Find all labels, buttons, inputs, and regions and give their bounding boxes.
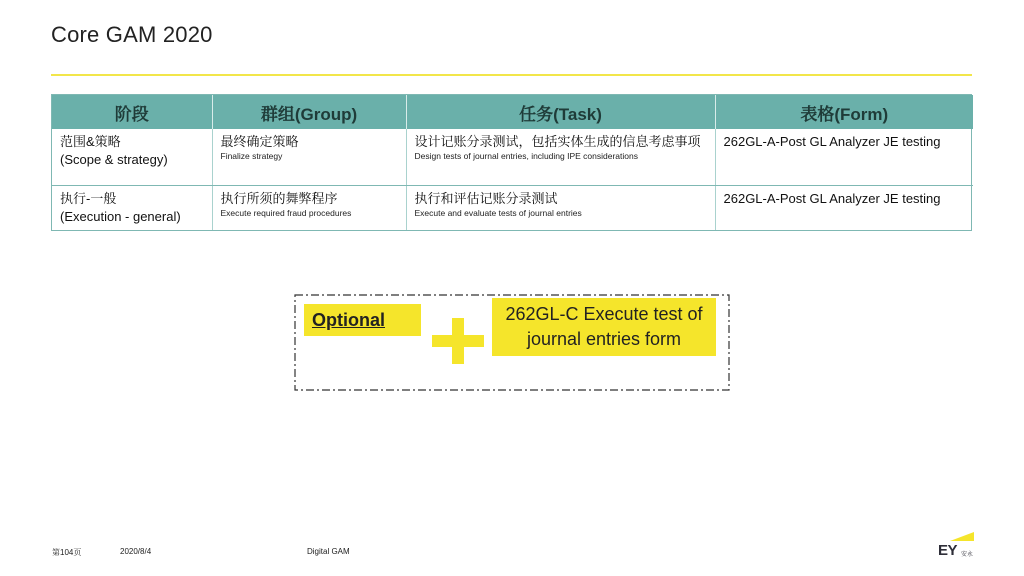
form-name: 262GL-A-Post GL Analyzer JE testing (723, 190, 941, 206)
header-stage: 阶段 (52, 95, 212, 129)
footer-page-number: 第104页 (52, 548, 82, 557)
group-cell (212, 185, 406, 230)
task-cell (406, 185, 715, 230)
ey-logo-text: EY (938, 542, 958, 559)
footer-date: 2020/8/4 (120, 547, 152, 556)
optional-form-line1: 262GL-C Execute test of (505, 304, 703, 324)
table-row (52, 129, 973, 185)
form-name: 262GL-A-Post GL Analyzer JE testing (723, 134, 941, 149)
group-en: Execute required fraud procedures (220, 207, 352, 218)
table-row (52, 185, 973, 230)
task-cell (406, 129, 715, 185)
task-en: Execute and evaluate tests of journal entries (414, 207, 582, 218)
group-en: Finalize strategy (220, 151, 283, 161)
slide-title: Core GAM 2020 (51, 22, 213, 47)
plus-icon (432, 318, 484, 364)
group-cn: 执行所须的舞弊程序 (220, 190, 338, 206)
ey-logo (938, 530, 974, 560)
optional-form-label (492, 298, 716, 356)
ey-logo-cn: 安永 (961, 552, 974, 558)
title-divider (51, 74, 972, 76)
task-cn: 设计记账分录测试，包括实体生成的信息考虑事项 (414, 134, 701, 149)
optional-form-line2: journal entries form (526, 329, 682, 349)
optional-label: Optional (304, 304, 421, 336)
footer-document-name: Digital GAM (307, 547, 350, 556)
group-cell (212, 129, 406, 185)
table-header-row (52, 95, 973, 129)
process-table (51, 94, 972, 231)
header-form: 表格(Form) (715, 95, 973, 129)
form-cell (715, 185, 973, 230)
form-cell (715, 129, 973, 185)
group-cn: 最终确定策略 (220, 134, 299, 149)
header-group: 群组(Group) (212, 95, 406, 129)
stage-en: (Execution - general) (60, 208, 181, 224)
ey-beam-icon (950, 532, 974, 541)
header-task: 任务(Task) (406, 95, 715, 129)
stage-en: (Scope & strategy) (60, 152, 168, 167)
stage-cell (52, 129, 212, 185)
stage-cn: 范围&策略 (60, 134, 121, 149)
stage-cell (52, 185, 212, 230)
task-cn: 执行和评估记账分录测试 (414, 190, 558, 206)
stage-cn: 执行-一般 (60, 190, 117, 206)
task-en: Design tests of journal entries, including IPE considerations (414, 151, 638, 161)
